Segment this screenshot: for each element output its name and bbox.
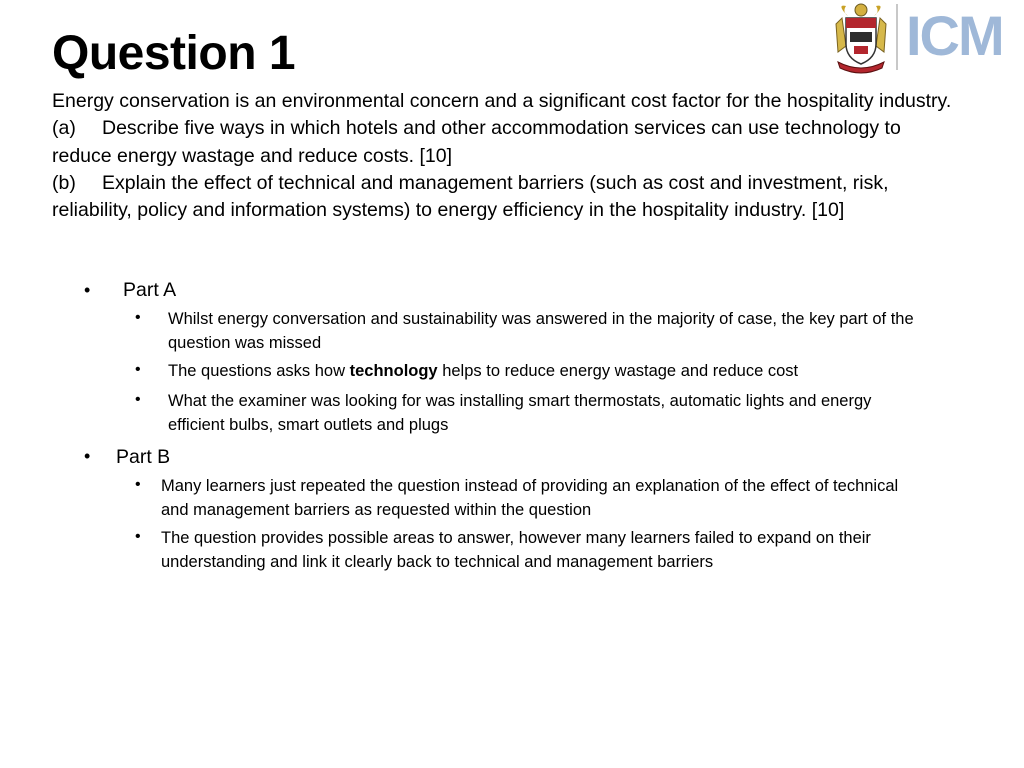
part-a-item-2-end: helps to reduce energy wastage and reduce cost [437,362,799,380]
bullet-part-a: • [84,280,91,300]
slide-title: Question 1 [52,27,296,80]
bullet-a2: • [135,361,141,378]
part-a-item-1: Whilst energy conversation and sustainability was answered in the majority of case, the key part of the question was missed [168,310,914,352]
question-part-b [52,170,952,225]
question-part-a-text: Describe five ways in which hotels and other accommodation services can use technology to reduce energy wastage and reduce costs. [10] [52,117,901,167]
part-b-item-2: The question provides possible areas to answer, however many learners failed to expand on their understanding and link it clearly back to technical and management barriers [161,529,871,571]
question-part-a-label: (a) [52,117,76,140]
question-part-b-text: Explain the effect of technical and management barriers (such as cost and investment, risk, reliability, policy and information systems) to energy efficiency in the hospitality industry. [10] [52,171,889,222]
part-a-item-2 [168,360,928,384]
bullet-a1: • [135,309,141,326]
part-a-item-3: What the examiner was looking for was installing smart thermostats, automatic lights and energy efficient bulbs, smart outlets and plugs [168,392,872,434]
coat-of-arms-icon [832,2,890,74]
question-part-a [52,115,952,170]
part-a-heading: Part A [123,279,177,301]
bullet-a3: • [135,391,141,408]
question-text [52,88,952,224]
bullet-b1: • [135,476,141,493]
bullet-part-b: • [84,446,91,466]
question-part-b-label: (b) [52,171,76,194]
part-a-item-2-start: The questions asks how [168,362,350,380]
logo-text: ICM [906,4,1003,67]
question-intro: Energy conservation is an environmental concern and a significant cost factor for the hospitality industry. [52,90,952,112]
bullet-b2: • [135,528,141,545]
part-b-item-1: Many learners just repeated the question instead of providing an explanation of the effect of technical and management barriers as requested within the question [161,477,899,519]
part-a-item-2-emphasis: technology [349,362,438,380]
part-b-heading: Part B [116,446,171,468]
logo-divider [896,4,898,70]
